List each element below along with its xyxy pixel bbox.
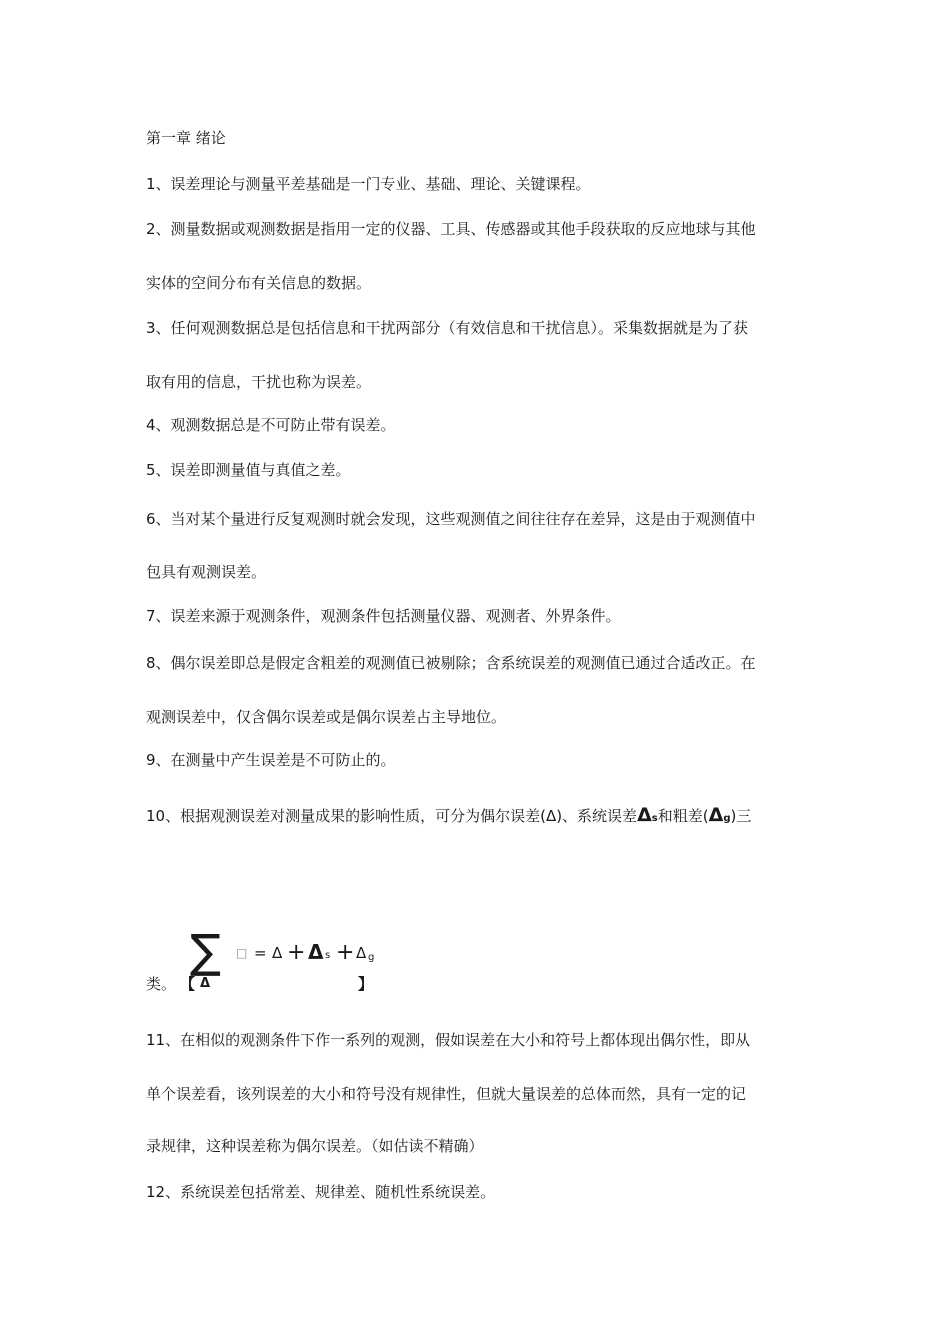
paragraph-line: 单个误差看，该列误差的大小和符号没有规律性，但就大量误差的总体而然，具有一定的记 (146, 1085, 747, 1103)
plus-sign: + (336, 940, 355, 965)
bracket-open: 【 (180, 975, 196, 993)
chapter-title: 第一章 绪论 (146, 129, 226, 147)
line10-text-a: 10、根据观测误差对测量成果的影响性质，可分为偶尔误差(Δ)、系统误差 (146, 807, 638, 825)
paragraph-line: 3、任何观测数据总是包括信息和干扰两部分（有效信息和干扰信息）。采集数据就是为了获 (146, 319, 749, 337)
plus-sign: + (287, 940, 306, 965)
line10-text-b: 和粗差( (657, 807, 709, 825)
paragraph-line: 4、观测数据总是不可防止带有误差。 (146, 416, 396, 434)
placeholder-box-icon: □ (236, 946, 248, 960)
delta-g-symbol: Δ (708, 804, 724, 826)
formula-sub-s: s (325, 950, 331, 961)
paragraph-line: 录规律，这种误差称为偶尔误差。（如估读不精确） (146, 1137, 484, 1155)
bracket-close: 】 (358, 975, 374, 993)
formula-sub-g: g (368, 952, 375, 963)
paragraph-line: 1、误差理论与测量平差基础是一门专业、基础、理论、关键课程。 (146, 175, 591, 193)
formula-delta-g: Δ (356, 944, 367, 962)
paragraph-line: 观测误差中，仅含偶尔误差或是偶尔误差占主导地位。 (146, 708, 507, 726)
delta-s-subscript: s (651, 813, 658, 824)
sigma-lower-delta: Δ (200, 976, 211, 991)
paragraph-line: 取有用的信息，干扰也称为误差。 (146, 373, 372, 391)
formula-delta-s: Δ (308, 940, 324, 964)
paragraph-line: 12、系统误差包括常差、规律差、随机性系统误差。 (146, 1183, 496, 1201)
paragraph-line-10 (146, 805, 816, 825)
equals-sign: = (254, 944, 267, 962)
paragraph-line: 11、在相似的观测条件下作一系列的观测，假如误差在大小和符号上都体现出偶尔性，即从 (146, 1031, 751, 1049)
paragraph-line: 9、在测量中产生误差是不可防止的。 (146, 751, 396, 769)
paragraph-line: 6、当对某个量进行反复观测时就会发现，这些观测值之间往往存在差异，这是由于观测值中 (146, 510, 756, 528)
sigma-symbol: ∑ (190, 924, 221, 978)
paragraph-line: 实体的空间分布有关信息的数据。 (146, 274, 372, 292)
paragraph-line: 5、误差即测量值与真值之差。 (146, 461, 351, 479)
delta-s-symbol: Δ (637, 804, 652, 826)
paragraph-line: 7、误差来源于观测条件，观测条件包括测量仪器、观测者、外界条件。 (146, 607, 621, 625)
formula-delta: Δ (272, 944, 283, 962)
formula-prefix: 类。 (146, 975, 177, 993)
delta-g-subscript: g (723, 813, 731, 824)
error-formula (146, 924, 546, 1000)
paragraph-line: 2、测量数据或观测数据是指用一定的仪器、工具、传感器或其他手段获取的反应地球与其他 (146, 220, 756, 238)
paragraph-line: 包具有观测误差。 (146, 563, 267, 581)
line10-text-c: )三 (730, 807, 752, 825)
paragraph-line: 8、偶尔误差即总是假定含粗差的观测值已被剔除；含系统误差的观测值已通过合适改正。在 (146, 654, 756, 672)
